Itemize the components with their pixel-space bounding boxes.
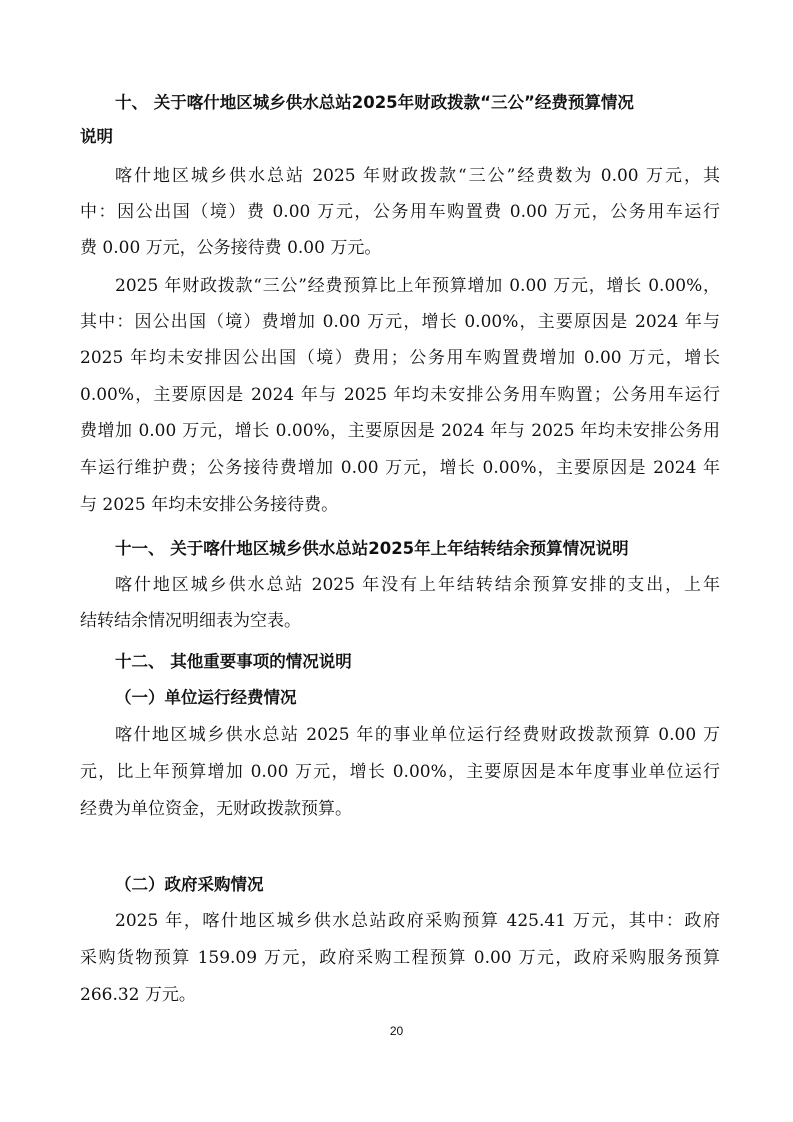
paragraph-line: 喀什地区城乡供水总站 2025 年没有上年结转结余预算安排的支出，上年 (115, 575, 720, 595)
paragraph-line: 采购货物预算 159.09 万元，政府采购工程预算 0.00 万元，政府采购服务预算 (80, 948, 720, 968)
subsection-1-heading: （一）单位运行经费情况 (115, 688, 297, 707)
paragraph-line: 0.00%，主要原因是 2024 年与 2025 年均未安排公务用车购置；公务用车运行 (80, 385, 720, 405)
paragraph-line: 2025 年，喀什地区城乡供水总站政府采购预算 425.41 万元，其中：政府 (115, 911, 720, 931)
paragraph-line: 其中：因公出国（境）费增加 0.00 万元，增长 0.00%，主要原因是 2024 年与 (80, 312, 720, 332)
paragraph-line: 2025 年财政拨款“三公”经费预算比上年预算增加 0.00 万元，增长 0.00%， (115, 276, 720, 296)
section-12-heading: 十二、 其他重要事项的情况说明 (115, 652, 352, 671)
paragraph-line: 喀什地区城乡供水总站 2025 年财政拨款“三公”经费数为 0.00 万元，其 (115, 166, 720, 186)
paragraph-line: 喀什地区城乡供水总站 2025 年的事业单位运行经费财政拨款预算 0.00 万 (115, 725, 720, 745)
paragraph-line: 车运行维护费；公务接待费增加 0.00 万元，增长 0.00%，主要原因是 2024 年 (80, 458, 720, 478)
paragraph-line: 经费为单位资金，无财政拨款预算。 (80, 799, 352, 819)
section-10-heading-cont: 说明 (80, 127, 113, 146)
paragraph-line: 元，比上年预算增加 0.00 万元，增长 0.00%，主要原因是本年度事业单位运行 (80, 762, 720, 782)
paragraph-line: 2025 年均未安排因公出国（境）费用；公务用车购置费增加 0.00 万元，增长 (80, 348, 720, 368)
section-11-heading: 十一、 关于喀什地区城乡供水总站2025年上年结转结余预算情况说明 (115, 539, 629, 558)
paragraph-line: 费增加 0.00 万元，增长 0.00%，主要原因是 2024 年与 2025 年均未安排公务用 (80, 421, 720, 441)
paragraph-line: 费 0.00 万元，公务接待费 0.00 万元。 (80, 238, 382, 258)
subsection-2-heading: （二）政府采购情况 (115, 875, 264, 894)
paragraph-line: 266.32 万元。 (80, 985, 196, 1005)
section-10-heading: 十、 关于喀什地区城乡供水总站2025年财政拨款“三公”经费预算情况 (115, 93, 634, 112)
paragraph-line: 结转结余情况明细表为空表。 (80, 611, 301, 631)
page-number: 20 (389, 1024, 404, 1038)
paragraph-line: 中：因公出国（境）费 0.00 万元，公务用车购置费 0.00 万元，公务用车运行 (80, 202, 720, 222)
paragraph-line: 与 2025 年均未安排公务接待费。 (80, 495, 339, 515)
